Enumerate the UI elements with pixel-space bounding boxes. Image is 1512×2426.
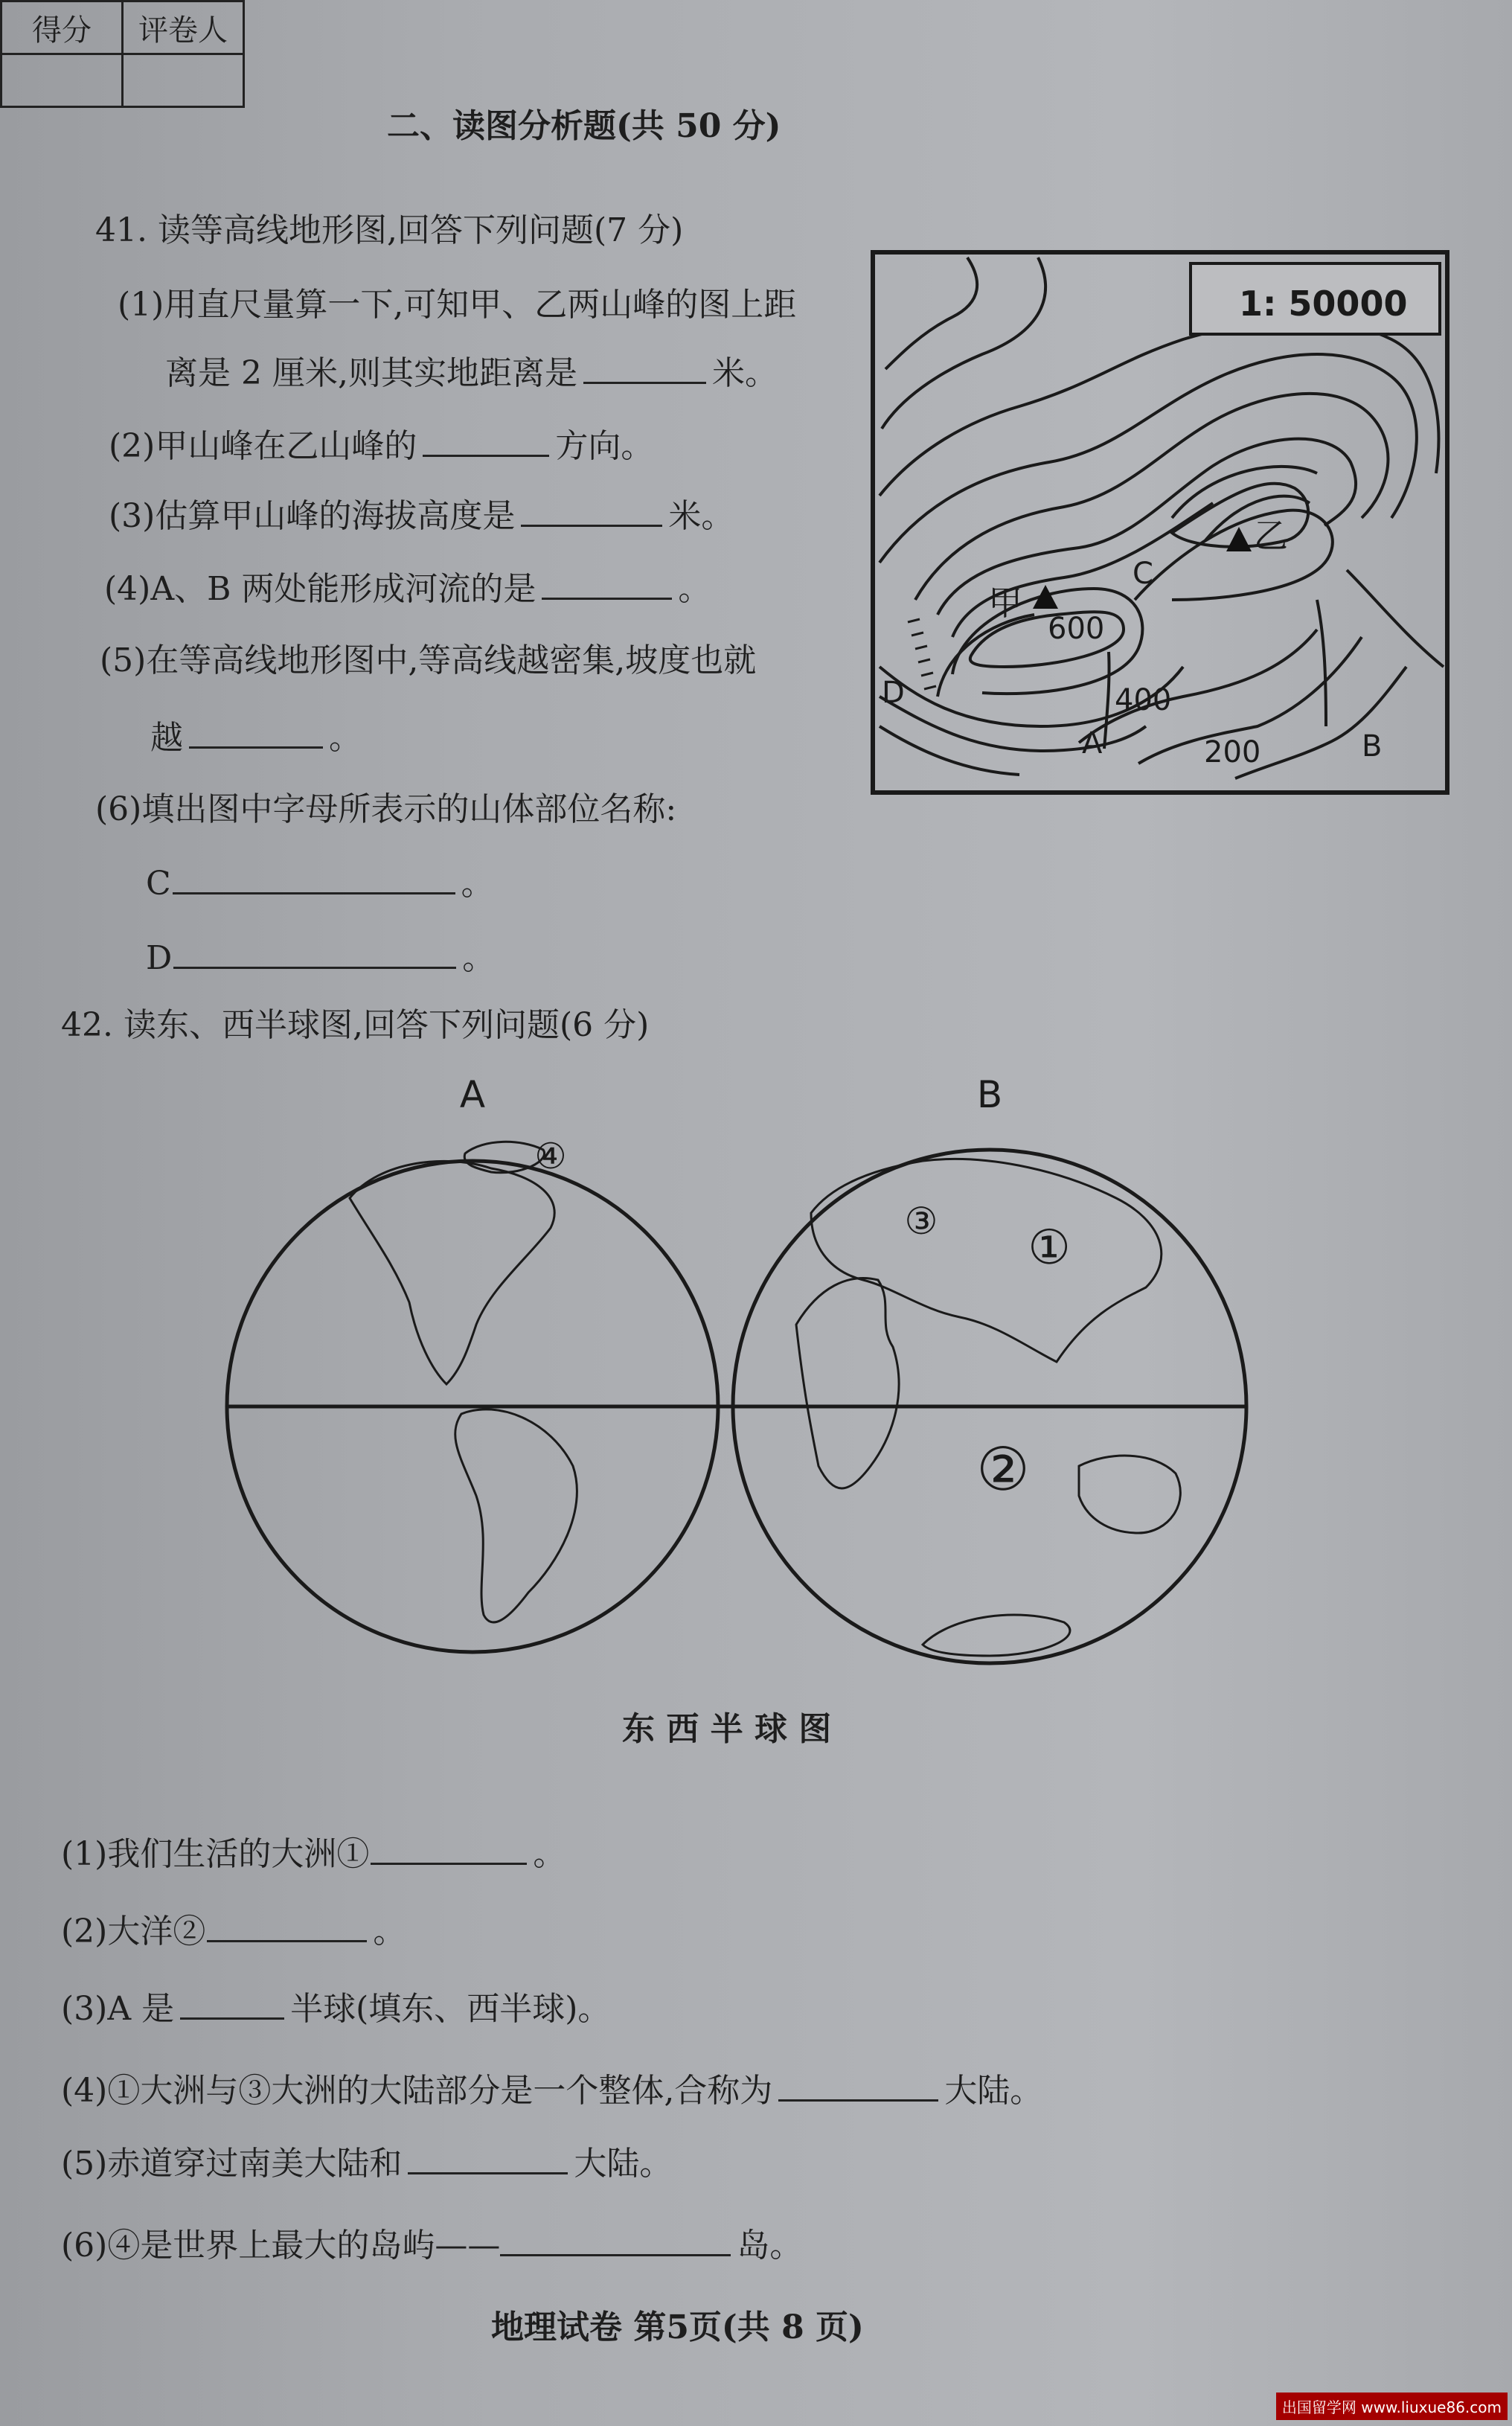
mark-1: ① [1028,1220,1071,1276]
continent-outlines [350,1142,1180,1656]
contour-map [871,250,1451,796]
q42-part3: (3)A 是 半球(填东、西半球)。 [61,1990,611,2028]
answer-blank[interactable] [408,2166,568,2174]
label-c: C [1133,557,1153,591]
q41-part6-d: D 。 [146,939,496,977]
grader-header: 评卷人 [123,1,244,54]
map-scale: 1: 50000 [1239,284,1408,324]
q41-part6: (6)填出图中字母所表示的山体部位名称: [95,790,677,828]
contour-200-label: 200 [1204,735,1261,769]
score-cell [1,54,123,107]
mark-3: ③ [904,1200,938,1243]
grader-cell [123,54,244,107]
score-table [0,0,245,108]
q41-part5-line2: 越 。 [150,719,362,757]
contour-400-label: 400 [1115,683,1172,717]
peak-jia-label: 甲 [988,583,1022,623]
answer-blank[interactable] [521,519,662,527]
hemisphere-map [223,1079,1265,1697]
map-caption: 东 西 半 球 图 [622,1710,832,1748]
ridge-line-b [1317,600,1326,726]
peak-yi-label: 乙 [1254,516,1288,556]
answer-blank[interactable] [173,961,456,969]
q41-part1-line2: 离是 2 厘米,则其实地距离是 米。 [165,354,778,392]
watermark: 出国留学网 www.liuxue86.com [1276,2393,1508,2420]
q42-part4: (4)①大洲与③大洲的大陆部分是一个整体,合称为 大陆。 [61,2072,1043,2110]
score-header: 得分 [1,1,123,54]
q42-part6: (6)④是世界上最大的岛屿—— 岛。 [61,2227,803,2265]
mark-2: ② [976,1435,1030,1504]
answer-blank[interactable] [207,1934,367,1942]
answer-blank[interactable] [173,886,455,894]
q41-part3: (3)估算甲山峰的海拔高度是 米。 [109,497,734,535]
contour-600-label: 600 [1048,612,1105,646]
hemisphere-b-label: B [976,1079,1003,1116]
q42-part2: (2)大洋② 。 [61,1913,406,1950]
answer-blank[interactable] [778,2093,938,2102]
answer-blank[interactable] [371,1857,527,1865]
page-footer: 地理试卷 第5页(共 8 页) [491,2308,864,2346]
valley-hatch [908,619,936,689]
valley-line-a [1104,652,1109,749]
peak-yi-marker [1226,527,1252,551]
q41-part4: (4)A、B 两处能形成河流的是 。 [104,570,711,608]
hemisphere-a-label: A [459,1079,486,1116]
answer-blank[interactable] [423,449,549,457]
answer-blank[interactable] [180,2011,284,2020]
q41-part6-c: C 。 [146,865,494,903]
mark-4: ④ [534,1136,567,1177]
q41-title: 41. 读等高线地形图,回答下列问题(7 分) [95,211,684,249]
answer-blank[interactable] [542,592,672,600]
q42-title: 42. 读东、西半球图,回答下列问题(6 分) [61,1006,650,1044]
label-b: B [1362,729,1383,764]
answer-blank[interactable] [583,376,706,384]
section-title: 二、读图分析题(共 50 分) [387,107,781,145]
label-d: D [882,676,905,710]
q42-part1: (1)我们生活的大洲① 。 [61,1835,566,1873]
answer-blank[interactable] [500,2248,731,2256]
label-a: A [1082,726,1103,761]
q41-part2: (2)甲山峰在乙山峰的 方向。 [109,427,654,465]
answer-blank[interactable] [189,740,323,749]
q41-part5-line1: (5)在等高线地形图中,等高线越密集,坡度也就 [100,641,757,679]
q42-part5: (5)赤道穿过南美大陆和 大陆。 [61,2145,673,2183]
q41-part1-line1: (1)用直尺量算一下,可知甲、乙两山峰的图上距 [118,286,797,324]
